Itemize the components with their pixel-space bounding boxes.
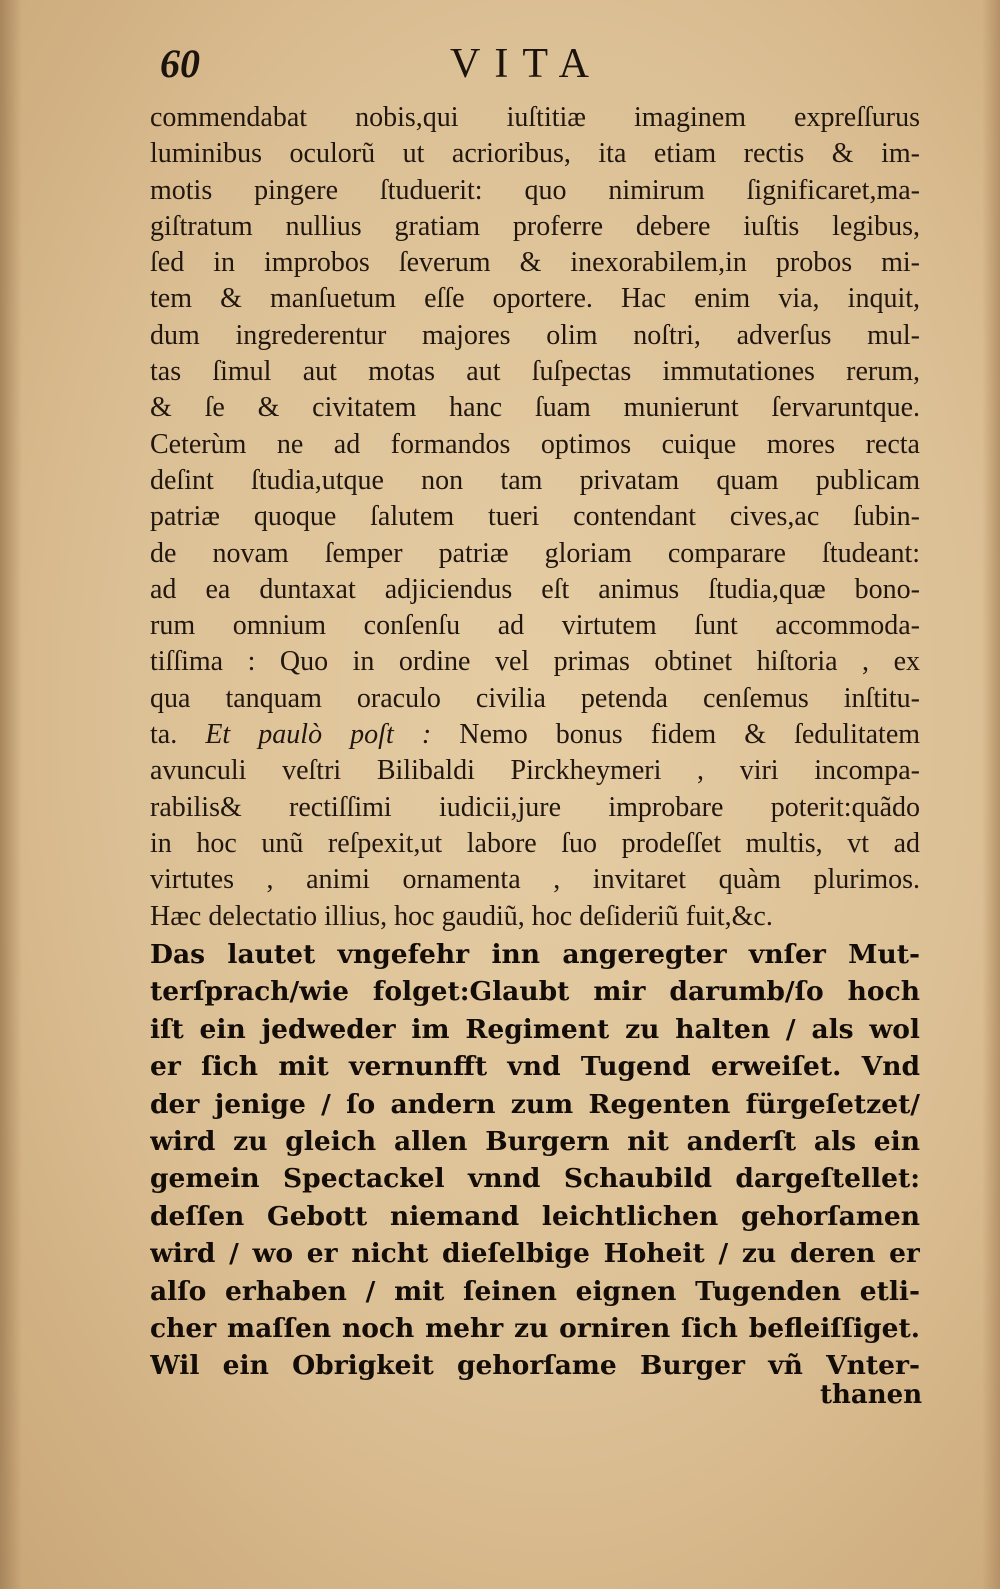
german-line: cher maſſen noch mehr zu orniren ſich befleiſſiget. (150, 1312, 920, 1344)
text-line: Hæc delectatio illius, hoc gaudiũ, hoc deſideriũ fuit,&c. (150, 900, 773, 932)
text-line: rabilis& rectiſſimi iudicii,jure improbare poterit:quãdo (150, 791, 920, 823)
text-line: Ceterùm ne ad formandos optimos cuique mores recta (150, 428, 920, 460)
text-line: qua tanquam oraculo civilia petenda cenſemus inſtitu- (150, 682, 920, 714)
text-line: & ſe & civitatem hanc ſuam munierunt ſervaruntque. (150, 392, 920, 424)
page-gutter-shadow (0, 0, 22, 1589)
text-run: Nemo bonus fidem & ſedulitatem (459, 719, 920, 751)
text-line: ad ea duntaxat adjiciendus eſt animus ſtudia,quæ bono- (150, 573, 920, 605)
catchword: thanen (820, 1380, 923, 1410)
latin-text-block (150, 100, 920, 935)
german-line: er ſich mit vernunfft vnd Tugend erweiſet. Vnd (150, 1051, 920, 1083)
german-line: wird / wo er nicht dieſelbige Hoheit / zu deren er (150, 1238, 920, 1270)
text-line: luminibus oculorũ ut acrioribus, ita etiam rectis & im- (150, 138, 920, 170)
text-line: avunculi veſtri Bilibaldi Pirckheymeri , viri incompa- (150, 755, 920, 787)
running-head (160, 40, 920, 90)
text-run: ta. (150, 719, 178, 751)
german-line: Wil ein Obrigkeit gehorſame Burger vñ Vnter- (150, 1350, 920, 1382)
text-line: tiſſima : Quo in ordine vel primas obtinet hiſtoria , ex (150, 646, 920, 678)
text-line: dum ingrederentur majores olim noſtri, adverſus mul- (150, 319, 920, 351)
page-number: 60 (160, 41, 200, 86)
text-line: in hoc unũ reſpexit,ut labore ſuo prodeſſet multis, vt ad (150, 827, 920, 859)
german-line: Das lautet vngefehr inn angeregter vnſer Mut- (150, 939, 920, 970)
text-line: deſint ſtudia,utque non tam privatam quam publicam (150, 464, 920, 496)
page-edge-shadow (982, 0, 1000, 1589)
text-line: rum omnium conſenſu ad virtutem ſunt accommoda- (150, 610, 920, 642)
text-line: tas ſimul aut motas aut ſuſpectas immutationes rerum, (150, 356, 920, 388)
german-line: alſo erhaben / mit ſeinen eignen Tugenden etli- (150, 1275, 920, 1307)
text-line: motis pingere ſtuduerit: quo nimirum ſignificaret,ma- (150, 174, 920, 206)
text-line: virtutes , animi ornamenta , invitaret quàm plurimos. (150, 864, 920, 896)
running-title: VITA (450, 41, 603, 87)
text-line-with-italic (150, 717, 920, 753)
german-line: der jenige / ſo andern zum Regenten fürgeſetzet/ (150, 1088, 920, 1120)
text-line: commendabat nobis,qui iuſtitiæ imaginem expreſſurus (150, 102, 920, 133)
text-line: ſed in improbos ſeverum & inexorabilem,in probos mi- (150, 247, 920, 279)
german-line: deſſen Gebott niemand leichtlichen gehorſamen (150, 1200, 920, 1232)
text-line: de novam ſemper patriæ gloriam comparare ſtudeant: (150, 537, 920, 569)
text-line: giſtratum nullius gratiam proferre debere iuſtis legibus, (150, 210, 920, 242)
german-line: gemein Spectackel vnnd Schaubild dargeſtellet: (150, 1163, 920, 1195)
german-line: iſt ein jedweder im Regiment zu halten / als wol (150, 1013, 920, 1045)
italic-phrase: Et paulò poſt : (205, 719, 432, 751)
german-text-block (150, 936, 920, 1385)
text-line: tem & manſuetum eſſe oportere. Hac enim via, inquit, (150, 283, 920, 315)
text-line: patriæ quoque ſalutem tueri contendant cives,ac ſubin- (150, 501, 920, 533)
german-line: terſprach/wie folget:Glaubt mir darumb/ſo hoch (150, 976, 920, 1008)
german-line: wird zu gleich allen Burgern nit anderſt als ein (150, 1125, 920, 1157)
